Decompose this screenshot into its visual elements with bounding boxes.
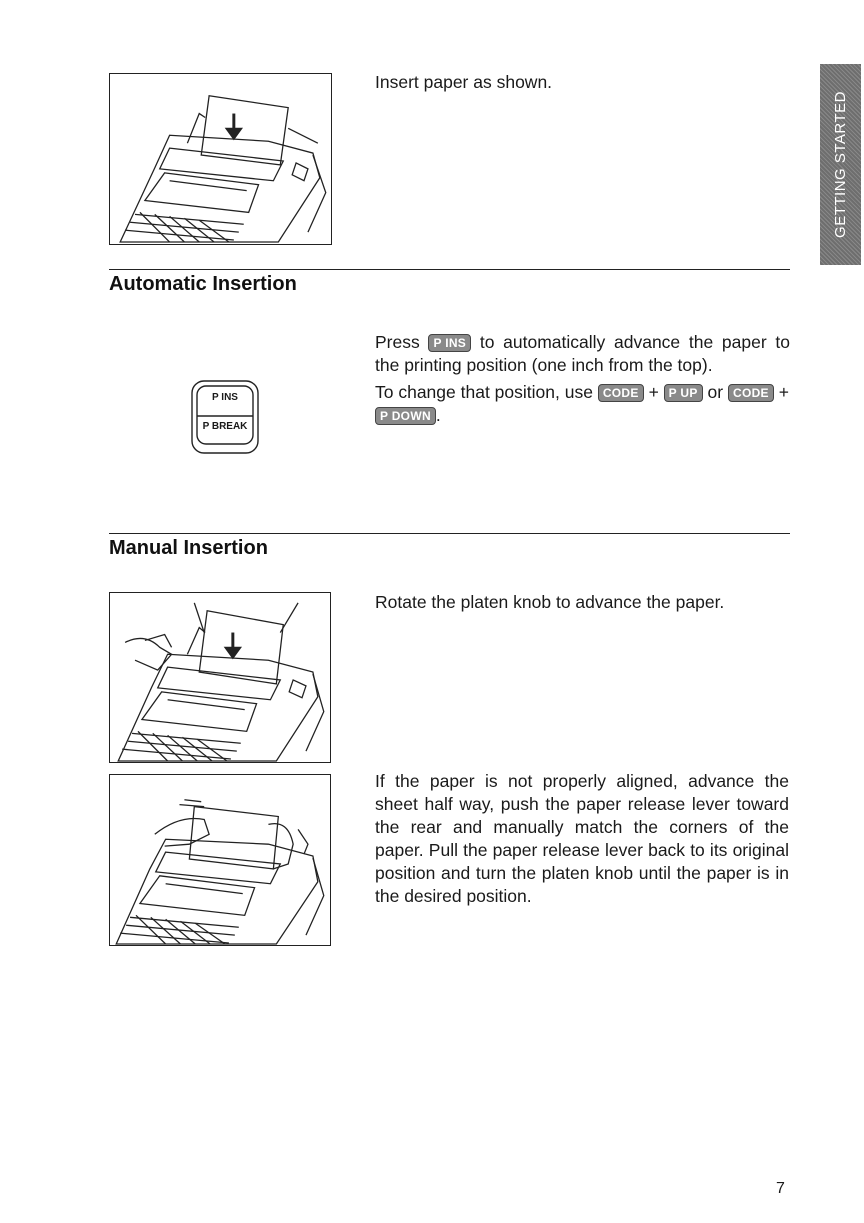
section-divider-manual — [109, 533, 790, 534]
keycap-top-label: P INS — [212, 392, 238, 403]
typewriter-illustration-3 — [110, 775, 330, 945]
figure-insert-paper — [109, 73, 332, 245]
typewriter-illustration-2 — [110, 593, 330, 762]
keycap-bottom-label: P BREAK — [202, 421, 248, 432]
manual-paragraph-1: Rotate the platen knob to advance the paper. — [375, 592, 725, 612]
plus-symbol-2: + — [778, 382, 789, 402]
manual-paragraph-2: If the paper is not properly aligned, advance the sheet half way, push the paper release lever toward the rear and manually match the corners of the paper. Pull the paper release lever back to its original position and turn the platen knob until the paper is in the desired position. — [375, 771, 789, 906]
section-divider-automatic — [109, 269, 790, 270]
page-number: 7 — [776, 1180, 785, 1197]
heading-automatic-insertion: Automatic Insertion — [109, 273, 297, 295]
key-p-down: P DOWN — [375, 407, 436, 425]
figure-rotate-knob — [109, 592, 331, 763]
press-text: Press — [375, 332, 420, 352]
change-position-text: To change that position, use — [375, 382, 593, 402]
intro-text: Insert paper as shown. — [375, 72, 553, 92]
key-code-2: CODE — [728, 384, 774, 402]
heading-manual-insertion: Manual Insertion — [109, 537, 268, 559]
key-code: CODE — [598, 384, 644, 402]
typewriter-illustration-1 — [110, 74, 331, 244]
plus-symbol: + — [648, 382, 659, 402]
keycap-p-ins-illustration — [191, 380, 259, 454]
section-side-tab — [820, 64, 861, 265]
side-tab-label: GETTING STARTED — [832, 91, 850, 238]
period: . — [435, 405, 441, 425]
advance-text: to automatically advance the paper to the printing position (one inch from the top). — [375, 332, 790, 375]
key-p-up: P UP — [664, 384, 703, 402]
automatic-paragraph-1 — [375, 331, 790, 377]
automatic-paragraph-2 — [375, 381, 790, 427]
or-text: or — [707, 382, 724, 402]
figure-align-paper — [109, 774, 331, 946]
key-p-ins: P INS — [428, 334, 471, 352]
